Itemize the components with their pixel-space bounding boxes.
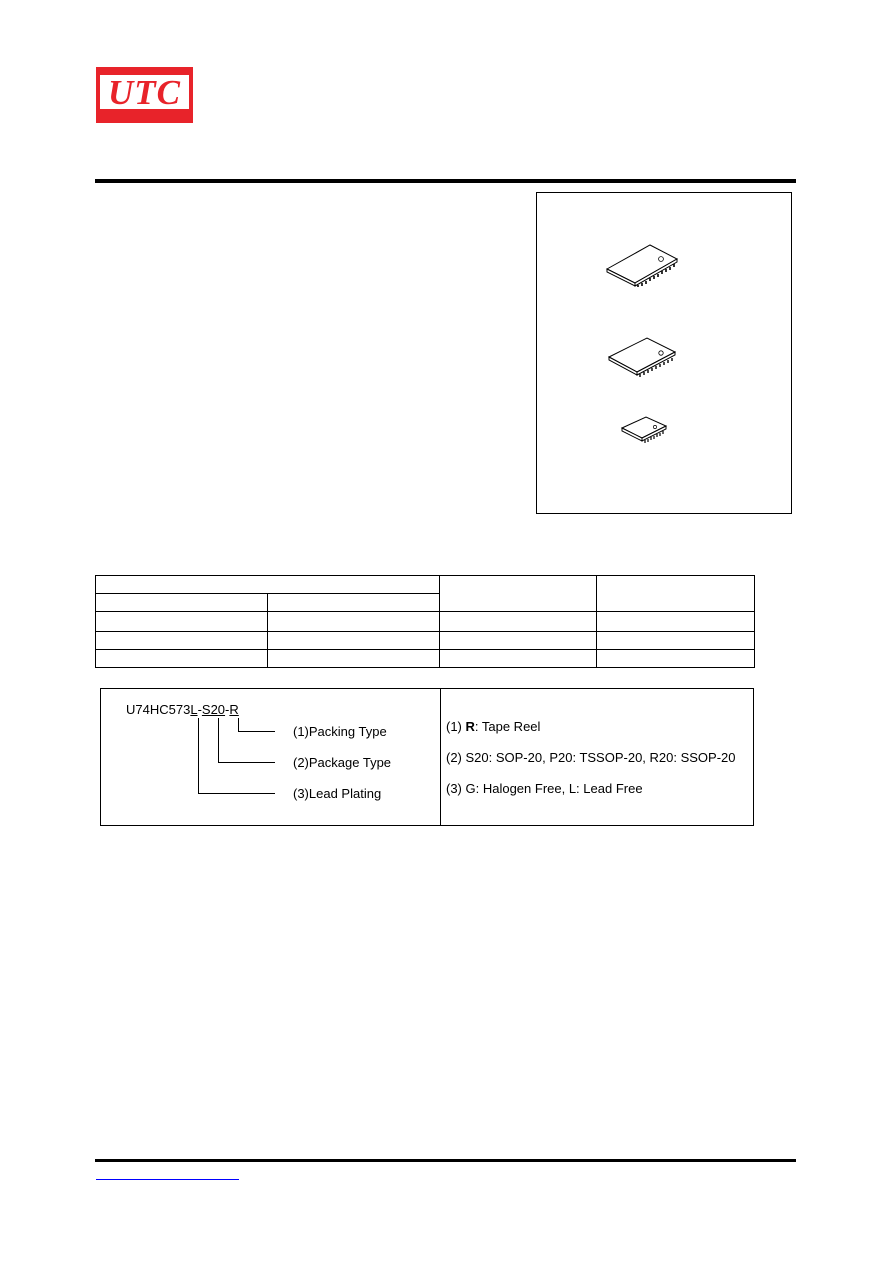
table-cell	[96, 612, 268, 631]
table-cell	[440, 612, 597, 631]
note-lead-plating: (3) G: Halogen Free, L: Lead Free	[446, 781, 643, 796]
header-rule	[95, 179, 796, 183]
packing-leader-horizontal	[238, 731, 275, 732]
packing-leader-vertical	[238, 718, 239, 731]
ssop20-package-icon	[620, 415, 672, 445]
package-leader-horizontal	[218, 762, 275, 763]
table-cell	[597, 612, 755, 631]
packing-type-label: (1)Packing Type	[293, 724, 387, 739]
note-package: (2) S20: SOP-20, P20: TSSOP-20, R20: SSOP-20	[446, 750, 736, 765]
packing-type-code: R	[229, 702, 239, 717]
table-cell	[268, 649, 440, 667]
package-type-label: (2)Package Type	[293, 755, 392, 770]
table-row	[96, 612, 755, 631]
package-outline-box	[536, 192, 792, 514]
table-cell	[268, 612, 440, 631]
utc-logo	[96, 67, 193, 123]
lead-plating-label: (3)Lead Plating	[293, 786, 382, 801]
table-header-row	[96, 576, 755, 594]
separator: -	[225, 702, 230, 717]
package-leader-vertical	[218, 718, 219, 762]
table-cell	[440, 631, 597, 649]
table-cell	[440, 649, 597, 667]
table-cell	[96, 649, 268, 667]
package-type-code: S20	[201, 702, 226, 717]
table-subheader-cell	[96, 594, 268, 612]
logo-text: UTC	[108, 73, 181, 112]
tssop20-package-icon	[607, 335, 683, 381]
logo-inner-panel	[100, 73, 189, 112]
decoder-divider	[440, 689, 441, 825]
table-cell	[597, 649, 755, 667]
table-row	[96, 631, 755, 649]
separator: -	[197, 702, 202, 717]
footer-website-link[interactable]	[96, 1168, 239, 1180]
part-prefix: U74HC573	[126, 702, 191, 717]
note-packing: (1) R: Tape Reel	[446, 719, 541, 734]
table-header-cell	[597, 576, 755, 612]
lead-plating-code: L	[190, 702, 198, 717]
table-header-cell	[440, 576, 597, 612]
ordering-information-table	[95, 575, 755, 668]
table-row	[96, 649, 755, 667]
part-number-code	[126, 702, 239, 717]
lead-leader-vertical	[198, 718, 199, 793]
lead-leader-horizontal	[198, 793, 275, 794]
table-cell	[597, 631, 755, 649]
sop20-package-icon	[605, 241, 685, 287]
table-cell	[268, 631, 440, 649]
table-subheader-cell	[268, 594, 440, 612]
part-number-decoder	[100, 688, 754, 826]
table-header-cell	[96, 576, 440, 594]
footer-rule	[95, 1159, 796, 1162]
table-cell	[96, 631, 268, 649]
